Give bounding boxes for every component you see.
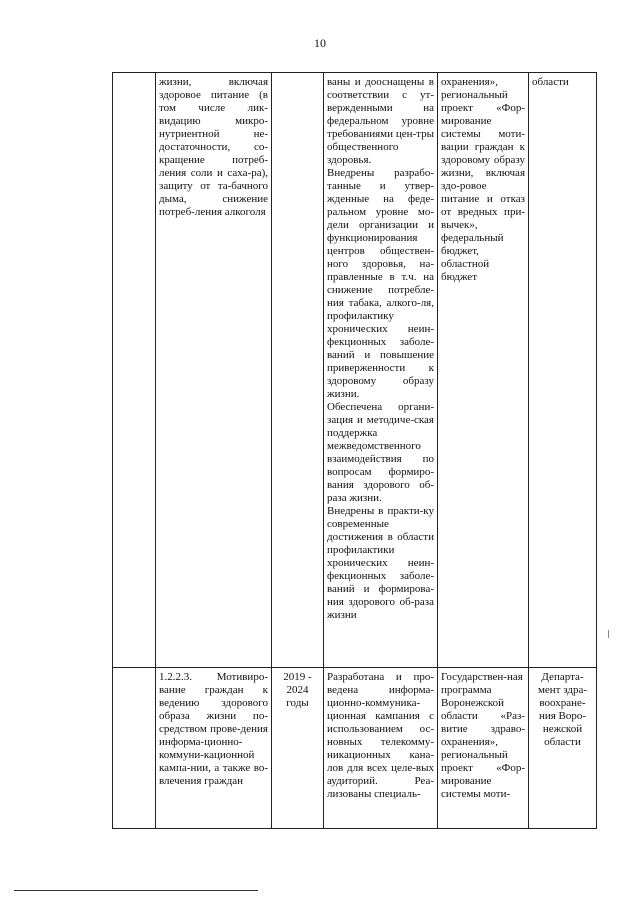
table-row bbox=[113, 668, 597, 829]
program-table bbox=[112, 72, 597, 829]
table-cell-number bbox=[113, 73, 156, 668]
table-cell-result bbox=[324, 73, 438, 668]
table-cell-number bbox=[113, 668, 156, 829]
page-number: 10 bbox=[314, 36, 326, 50]
footnote-divider bbox=[14, 890, 258, 891]
margin-mark bbox=[608, 630, 609, 638]
result-paragraph: Обеспечена органи-зация и методиче-ская поддержка межведомственного взаимодействия по вопросам формиро-вания здорового об-раза жизни. bbox=[327, 401, 434, 504]
table-cell-period: 2019 - 2024 годы bbox=[272, 668, 324, 829]
table-row bbox=[113, 73, 597, 668]
table-cell-event: жизни, включая здоровое питание (в том числе лик-видацию микро-нутриентной не-достаточности, со-кращение потреб-ления соли и саха-ра), защиту от та-бачного дыма, снижение потреб-ления алкоголя bbox=[156, 73, 272, 668]
result-paragraph: ваны и дооснащены в соответствии с ут-вержденными на федеральном уровне требованиями цен-тры общественного здоровья. bbox=[327, 76, 434, 166]
table-cell-source: Государствен-ная программа Воронежской области «Раз-витие здраво-охранения», региональный проект «Фор-мирование системы моти- bbox=[438, 668, 529, 829]
table-cell-source: охранения», региональный проект «Фор-мирование системы моти-вации граждан к здоровому образу жизни, включая здо-ровое питание и отказ от вредных при-вычек», федеральный бюджет, областной бюджет bbox=[438, 73, 529, 668]
result-paragraph: Внедрены разрабо-танные и утвер-жденные на феде-ральном уровне мо-дели организации и функционирования центров обществен-ного здоровья, на-правленные в т.ч. на снижение потребле-ния табака, алкого-ля, профилактику хронических неин-фекционных заболе-ваний и повышение приверженности к здоровому образу жизни. bbox=[327, 167, 434, 400]
table-cell-executor: Департа-мент здра-воохране-ния Воро-нежской области bbox=[529, 668, 597, 829]
result-paragraph: Разработана и про-ведена информа-ционно-коммуника-ционная кампания с использованием ос-новных телекомму-никационных кана-лов для всех целе-вых аудиторий. Реа-лизованы специаль- bbox=[327, 671, 434, 800]
table-cell-result bbox=[324, 668, 438, 829]
table-cell-period bbox=[272, 73, 324, 668]
table-cell-executor: области bbox=[529, 73, 597, 668]
table-cell-event: 1.2.2.3. Мотивиро-вание граждан к ведению здорового образа жизни по-средством прове-дения информа-ционно-коммуни-кационной кампа-нии, а также во-влечения граждан bbox=[156, 668, 272, 829]
result-paragraph: Внедрены в практи-ку современные достижения в области профилактики хронических неин-фекционных заболе-ваний и формирова-ния здорового об-раза жизни bbox=[327, 505, 434, 621]
